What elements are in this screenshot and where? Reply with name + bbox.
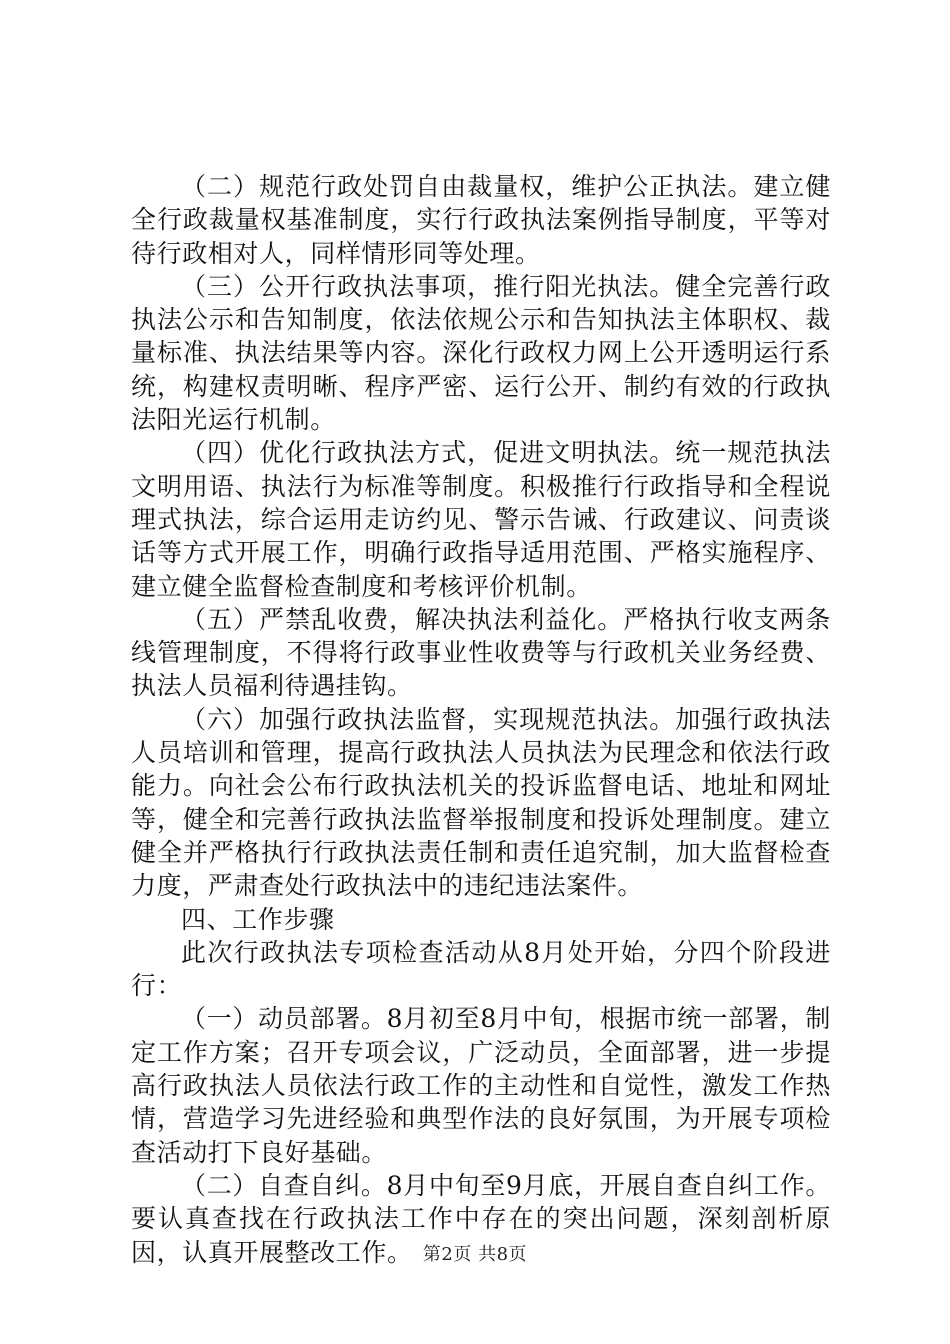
paragraph-fees: （五）严禁乱收费，解决执法利益化。严格执行收支两条线管理制度，不得将行政事业性收费等与行政机关业务经费、执法人员福利待遇挂钩。 — [131, 604, 831, 701]
paragraph-discretion: （二）规范行政处罚自由裁量权，维护公正执法。建立健全行政裁量权基准制度，实行行政执法案例指导制度，平等对待行政相对人，同样情形同等处理。 — [131, 172, 831, 268]
paragraph-self-inspection: （二）自查自纠。8月中旬至9月底，开展自查自纠工作。要认真查找在行政执法工作中存在的突出问题，深刻剖析原因，认真开展整改工作。 — [131, 1170, 831, 1267]
paragraph-stages-intro: 此次行政执法专项检查活动从8月处开始，分四个阶段进行： — [131, 937, 831, 1001]
paragraph-supervision: （六）加强行政执法监督，实现规范执法。加强行政执法人员培训和管理，提高行政执法人员执法为民理念和依法行政能力。向社会公布行政执法机关的投诉监督电话、地址和网址等，健全和完善行政执法监督举报制度和投诉处理制度。建立健全并严格执行行政执法责任制和责任追究制，加大监督检查力度，严肃查处行政执法中的违纪违法案件。 — [131, 704, 831, 901]
paragraph-enforcement-method: （四）优化行政执法方式，促进文明执法。统一规范执法文明用语、执法行为标准等制度。积极推行行政指导和全程说理式执法，综合运用走访约见、警示告诫、行政建议、问责谈话等方式开展工作，明确行政指导适用范围、严格实施程序、建立健全监督检查制度和考核评价机制。 — [131, 438, 831, 601]
paragraph-mobilization: （一）动员部署。8月初至8月中旬，根据市统一部署，制定工作方案；召开专项会议，广泛动员，全面部署，进一步提高行政执法人员依法行政工作的主动性和自觉性，激发工作热情，营造学习先进经验和典型作法的良好氛围，为开展专项检查活动打下良好基础。 — [131, 1004, 831, 1167]
section-heading-work-steps: 四、工作步骤 — [181, 904, 335, 934]
document-body — [131, 170, 831, 1269]
page-number-footer: 第2页 共8页 — [422, 1244, 528, 1265]
paragraph-transparency: （三）公开行政执法事项，推行阳光执法。健全完善行政执法公示和告知制度，依法依规公示和告知执法主体职权、裁量标准、执法结果等内容。深化行政权力网上公开透明运行系统，构建权责明晰、程序严密、运行公开、制约有效的行政执法阳光运行机制。 — [131, 271, 831, 435]
